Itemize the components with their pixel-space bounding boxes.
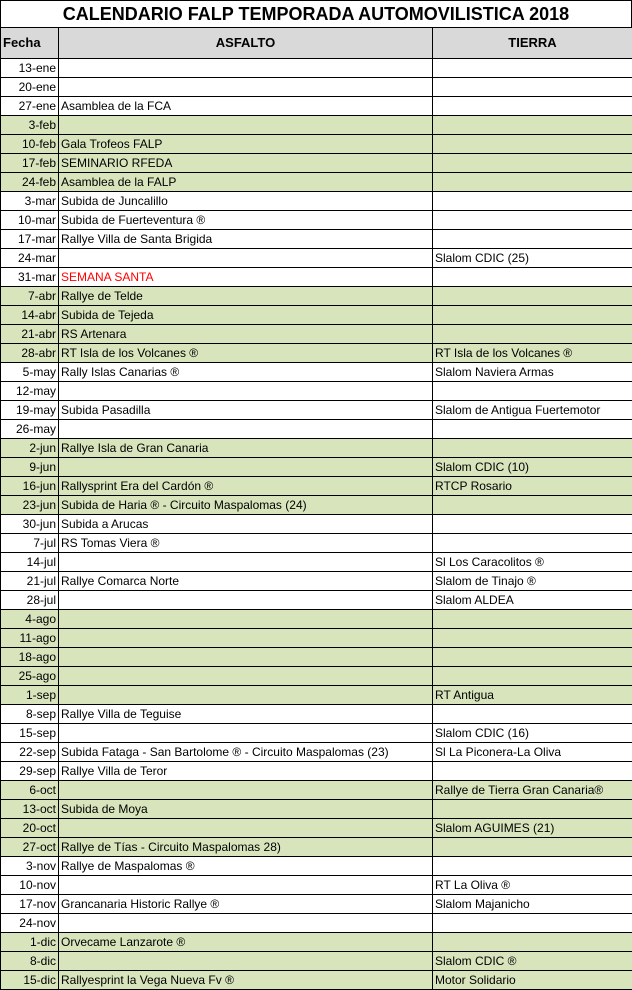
fecha-cell[interactable]: 29-sep — [1, 762, 59, 781]
fecha-cell[interactable]: 17-mar — [1, 230, 59, 249]
table-row — [1, 781, 632, 800]
table-row — [1, 629, 632, 648]
table-row — [1, 895, 632, 914]
asfalto-cell[interactable]: RS Artenara — [59, 325, 433, 344]
tierra-cell[interactable] — [433, 382, 632, 401]
table-row — [1, 591, 632, 610]
fecha-cell[interactable]: 15-dic — [1, 971, 59, 990]
table-row — [1, 230, 632, 249]
asfalto-cell[interactable] — [59, 458, 433, 477]
fecha-cell[interactable]: 13-ene — [1, 59, 59, 78]
table-row — [1, 344, 632, 363]
table-row — [1, 325, 632, 344]
tierra-cell[interactable] — [433, 762, 632, 781]
fecha-cell[interactable]: 31-mar — [1, 268, 59, 287]
asfalto-cell[interactable]: Rallye de Tías - Circuito Maspalomas 28) — [59, 838, 433, 857]
asfalto-cell[interactable]: Subida de Moya — [59, 800, 433, 819]
fecha-cell[interactable]: 10-feb — [1, 135, 59, 154]
fecha-cell[interactable]: 1-sep — [1, 686, 59, 705]
table-row — [1, 97, 632, 116]
table-row — [1, 287, 632, 306]
fecha-cell[interactable]: 12-may — [1, 382, 59, 401]
table-row — [1, 249, 632, 268]
table-row — [1, 705, 632, 724]
tierra-cell[interactable]: Slalom ALDEA — [433, 591, 632, 610]
fecha-cell[interactable]: 1-dic — [1, 933, 59, 952]
fecha-cell[interactable]: 4-ago — [1, 610, 59, 629]
table-row — [1, 876, 632, 895]
table-row — [1, 154, 632, 173]
table-row — [1, 534, 632, 553]
table-row — [1, 686, 632, 705]
fecha-cell[interactable]: 3-feb — [1, 116, 59, 135]
tierra-cell[interactable]: Sl La Piconera-La Oliva — [433, 743, 632, 762]
asfalto-cell[interactable] — [59, 667, 433, 686]
table-row — [1, 819, 632, 838]
asfalto-cell[interactable]: Orvecame Lanzarote ® — [59, 933, 433, 952]
table-row — [1, 401, 632, 420]
table-row — [1, 420, 632, 439]
asfalto-cell[interactable]: Rallye Villa de Santa Brigida — [59, 230, 433, 249]
fecha-cell[interactable]: 24-feb — [1, 173, 59, 192]
fecha-cell[interactable]: 11-ago — [1, 629, 59, 648]
fecha-cell[interactable]: 13-oct — [1, 800, 59, 819]
asfalto-cell[interactable] — [59, 724, 433, 743]
tierra-cell[interactable]: Slalom AGUIMES (21) — [433, 819, 632, 838]
tierra-cell[interactable] — [433, 705, 632, 724]
fecha-cell[interactable]: 8-dic — [1, 952, 59, 971]
asfalto-cell[interactable] — [59, 59, 433, 78]
fecha-cell[interactable]: 17-nov — [1, 895, 59, 914]
fecha-cell[interactable]: 6-oct — [1, 781, 59, 800]
fecha-cell[interactable]: 7-abr — [1, 287, 59, 306]
asfalto-cell[interactable]: Rallye de Telde — [59, 287, 433, 306]
fecha-cell[interactable]: 3-mar — [1, 192, 59, 211]
fecha-cell[interactable]: 15-sep — [1, 724, 59, 743]
asfalto-cell[interactable] — [59, 914, 433, 933]
tierra-cell[interactable]: Slalom Majanicho — [433, 895, 632, 914]
tierra-cell[interactable]: Slalom CDIC (16) — [433, 724, 632, 743]
asfalto-cell[interactable] — [59, 686, 433, 705]
fecha-cell[interactable]: 30-jun — [1, 515, 59, 534]
tierra-cell[interactable]: Slalom CDIC ® — [433, 952, 632, 971]
table-row — [1, 306, 632, 325]
table-row — [1, 743, 632, 762]
fecha-cell[interactable]: 25-ago — [1, 667, 59, 686]
asfalto-cell[interactable]: Asamblea de la FCA — [59, 97, 433, 116]
fecha-cell[interactable]: 14-jul — [1, 553, 59, 572]
asfalto-cell[interactable]: Subida de Haria ® - Circuito Maspalomas (24) — [59, 496, 433, 515]
table-row — [1, 211, 632, 230]
asfalto-cell[interactable]: Gala Trofeos FALP — [59, 135, 433, 154]
fecha-cell[interactable]: 27-ene — [1, 97, 59, 116]
asfalto-cell[interactable]: Rallysprint Era del Cardón ® — [59, 477, 433, 496]
fecha-cell[interactable]: 17-feb — [1, 154, 59, 173]
asfalto-cell[interactable]: Asamblea de la FALP — [59, 173, 433, 192]
asfalto-cell[interactable]: Rally Islas Canarias ® — [59, 363, 433, 382]
calendar-body — [1, 59, 632, 990]
asfalto-cell[interactable] — [59, 819, 433, 838]
tierra-cell[interactable] — [433, 534, 632, 553]
tierra-cell[interactable] — [433, 667, 632, 686]
asfalto-cell[interactable] — [59, 648, 433, 667]
column-header-fecha: Fecha — [1, 28, 59, 59]
tierra-cell[interactable]: Sl Los Caracolitos ® — [433, 553, 632, 572]
fecha-cell[interactable]: 19-may — [1, 401, 59, 420]
table-row — [1, 268, 632, 287]
asfalto-cell[interactable] — [59, 876, 433, 895]
tierra-cell[interactable]: RT Antigua — [433, 686, 632, 705]
fecha-cell[interactable]: 10-nov — [1, 876, 59, 895]
column-header-tierra: TIERRA — [433, 28, 632, 59]
asfalto-cell[interactable] — [59, 420, 433, 439]
asfalto-cell[interactable] — [59, 249, 433, 268]
table-row — [1, 762, 632, 781]
fecha-cell[interactable]: 24-nov — [1, 914, 59, 933]
asfalto-cell[interactable]: Subida de Fuerteventura ® — [59, 211, 433, 230]
fecha-cell[interactable]: 3-nov — [1, 857, 59, 876]
asfalto-cell[interactable] — [59, 781, 433, 800]
asfalto-cell[interactable] — [59, 553, 433, 572]
tierra-cell[interactable] — [433, 287, 632, 306]
tierra-cell[interactable] — [433, 496, 632, 515]
fecha-cell[interactable]: 27-oct — [1, 838, 59, 857]
table-row — [1, 515, 632, 534]
asfalto-cell[interactable] — [59, 610, 433, 629]
table-row — [1, 572, 632, 591]
asfalto-cell[interactable]: Rallye Comarca Norte — [59, 572, 433, 591]
fecha-cell[interactable]: 21-jul — [1, 572, 59, 591]
tierra-cell[interactable] — [433, 800, 632, 819]
fecha-cell[interactable]: 20-oct — [1, 819, 59, 838]
fecha-cell[interactable]: 14-abr — [1, 306, 59, 325]
asfalto-cell[interactable]: Rallye Villa de Teguise — [59, 705, 433, 724]
tierra-cell[interactable] — [433, 230, 632, 249]
tierra-cell[interactable] — [433, 838, 632, 857]
tierra-cell[interactable] — [433, 154, 632, 173]
tierra-cell[interactable] — [433, 97, 632, 116]
tierra-cell[interactable]: Rallye de Tierra Gran Canaria® — [433, 781, 632, 800]
table-row — [1, 857, 632, 876]
asfalto-cell[interactable] — [59, 952, 433, 971]
asfalto-cell[interactable] — [59, 382, 433, 401]
asfalto-cell[interactable]: Subida de Juncalillo — [59, 192, 433, 211]
asfalto-cell[interactable]: Rallye de Maspalomas ® — [59, 857, 433, 876]
asfalto-cell[interactable] — [59, 78, 433, 97]
tierra-cell[interactable] — [433, 268, 632, 287]
table-row — [1, 439, 632, 458]
asfalto-cell[interactable] — [59, 591, 433, 610]
column-header-asfalto: ASFALTO — [59, 28, 433, 59]
tierra-cell[interactable] — [433, 211, 632, 230]
table-row — [1, 724, 632, 743]
tierra-cell[interactable]: RT La Oliva ® — [433, 876, 632, 895]
calendar-title: CALENDARIO FALP TEMPORADA AUTOMOVILISTICA 2018 — [0, 0, 632, 27]
table-row — [1, 838, 632, 857]
asfalto-cell[interactable]: Rallye Villa de Teror — [59, 762, 433, 781]
tierra-cell[interactable] — [433, 116, 632, 135]
fecha-cell[interactable]: 24-mar — [1, 249, 59, 268]
table-row — [1, 477, 632, 496]
asfalto-cell[interactable]: RT Isla de los Volcanes ® — [59, 344, 433, 363]
fecha-cell[interactable]: 5-may — [1, 363, 59, 382]
asfalto-cell[interactable]: SEMANA SANTA — [59, 268, 433, 287]
tierra-cell[interactable] — [433, 648, 632, 667]
asfalto-cell[interactable]: Subida Pasadilla — [59, 401, 433, 420]
tierra-cell[interactable]: Slalom de Tinajo ® — [433, 572, 632, 591]
asfalto-cell[interactable]: RS Tomas Viera ® — [59, 534, 433, 553]
asfalto-cell[interactable]: Subida de Tejeda — [59, 306, 433, 325]
tierra-cell[interactable]: Motor Solidario — [433, 971, 632, 990]
fecha-cell[interactable]: 2-jun — [1, 439, 59, 458]
tierra-cell[interactable]: RT Isla de los Volcanes ® — [433, 344, 632, 363]
tierra-cell[interactable] — [433, 59, 632, 78]
tierra-cell[interactable] — [433, 610, 632, 629]
tierra-cell[interactable]: Slalom de Antigua Fuertemotor — [433, 401, 632, 420]
fecha-cell[interactable]: 18-ago — [1, 648, 59, 667]
table-row — [1, 933, 632, 952]
tierra-cell[interactable] — [433, 173, 632, 192]
header-row — [1, 28, 632, 59]
table-row — [1, 116, 632, 135]
table-row — [1, 971, 632, 990]
asfalto-cell[interactable]: Grancanaria Historic Rallye ® — [59, 895, 433, 914]
tierra-cell[interactable] — [433, 78, 632, 97]
tierra-cell[interactable]: Slalom CDIC (10) — [433, 458, 632, 477]
table-row — [1, 192, 632, 211]
asfalto-cell[interactable] — [59, 116, 433, 135]
tierra-cell[interactable] — [433, 857, 632, 876]
tierra-cell[interactable]: RTCP Rosario — [433, 477, 632, 496]
asfalto-cell[interactable]: Subida a Arucas — [59, 515, 433, 534]
asfalto-cell[interactable]: Rallyesprint la Vega Nueva Fv ® — [59, 971, 433, 990]
tierra-cell[interactable] — [433, 135, 632, 154]
tierra-cell[interactable]: Slalom CDIC (25) — [433, 249, 632, 268]
tierra-cell[interactable] — [433, 629, 632, 648]
table-row — [1, 952, 632, 971]
asfalto-cell[interactable]: SEMINARIO RFEDA — [59, 154, 433, 173]
table-row — [1, 363, 632, 382]
table-row — [1, 173, 632, 192]
asfalto-cell[interactable]: Subida Fataga - San Bartolome ® - Circuito Maspalomas (23) — [59, 743, 433, 762]
table-row — [1, 610, 632, 629]
fecha-cell[interactable]: 23-jun — [1, 496, 59, 515]
table-row — [1, 553, 632, 572]
fecha-cell[interactable]: 10-mar — [1, 211, 59, 230]
table-row — [1, 78, 632, 97]
table-row — [1, 135, 632, 154]
table-row — [1, 914, 632, 933]
calendar-table — [0, 27, 632, 990]
tierra-cell[interactable] — [433, 325, 632, 344]
fecha-cell[interactable]: 9-jun — [1, 458, 59, 477]
fecha-cell[interactable]: 8-sep — [1, 705, 59, 724]
tierra-cell[interactable] — [433, 914, 632, 933]
table-row — [1, 382, 632, 401]
fecha-cell[interactable]: 16-jun — [1, 477, 59, 496]
fecha-cell[interactable]: 20-ene — [1, 78, 59, 97]
table-row — [1, 59, 632, 78]
fecha-cell[interactable]: 21-abr — [1, 325, 59, 344]
table-row — [1, 667, 632, 686]
asfalto-cell[interactable]: Rallye Isla de Gran Canaria — [59, 439, 433, 458]
fecha-cell[interactable]: 28-jul — [1, 591, 59, 610]
tierra-cell[interactable]: Slalom Naviera Armas — [433, 363, 632, 382]
table-row — [1, 800, 632, 819]
fecha-cell[interactable]: 7-jul — [1, 534, 59, 553]
fecha-cell[interactable]: 26-may — [1, 420, 59, 439]
tierra-cell[interactable] — [433, 420, 632, 439]
tierra-cell[interactable] — [433, 439, 632, 458]
asfalto-cell[interactable] — [59, 629, 433, 648]
table-row — [1, 648, 632, 667]
tierra-cell[interactable] — [433, 933, 632, 952]
tierra-cell[interactable] — [433, 306, 632, 325]
tierra-cell[interactable] — [433, 192, 632, 211]
fecha-cell[interactable]: 28-abr — [1, 344, 59, 363]
table-row — [1, 496, 632, 515]
table-row — [1, 458, 632, 477]
tierra-cell[interactable] — [433, 515, 632, 534]
fecha-cell[interactable]: 22-sep — [1, 743, 59, 762]
